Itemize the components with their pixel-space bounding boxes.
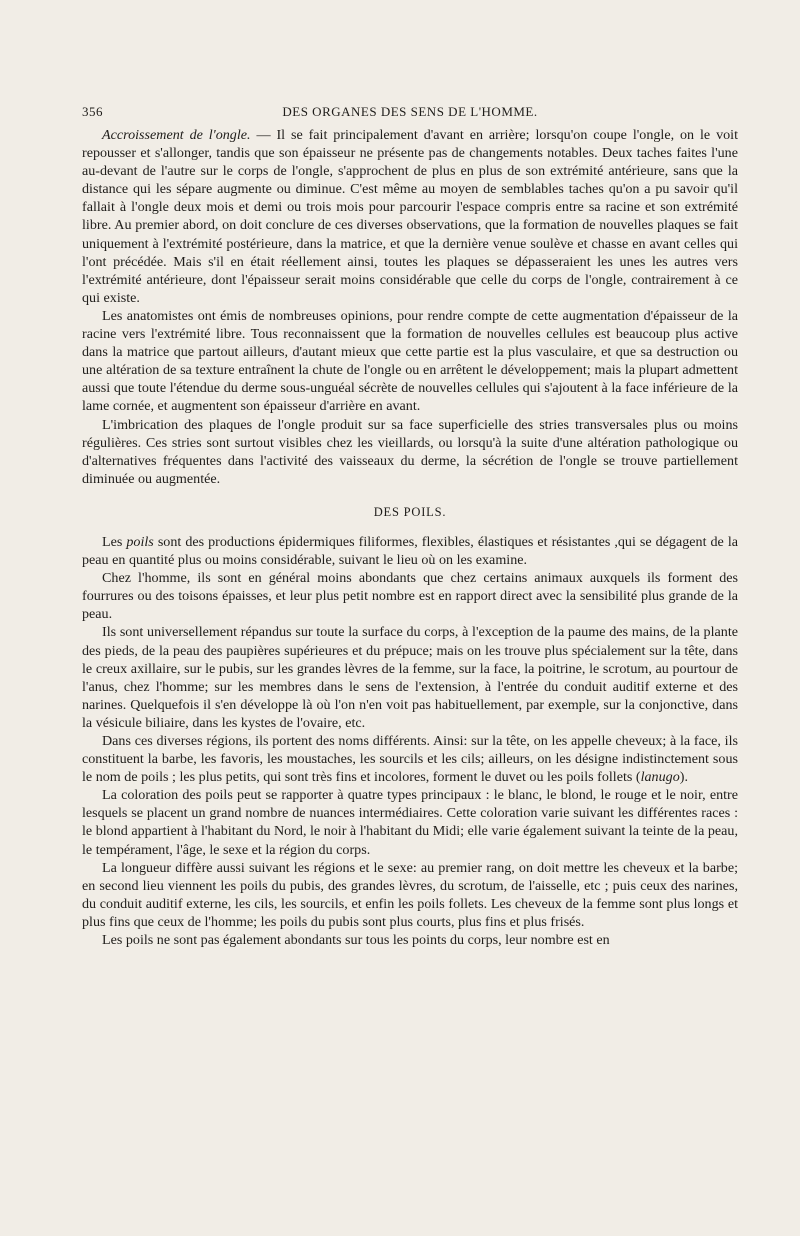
running-title: DES ORGANES DES SENS DE L'HOMME. — [282, 104, 538, 119]
paragraph: La longueur diffère aussi suivant les régions et le sexe: au premier rang, on doit mettre les cheveux et la barbe; en second lieu viennent les poils du pubis, des grandes lèvres, du scrotum, de l'aisselle, etc ; puis ceux des narines, du conduit auditif externe, les cils, les sourcils, et enfin les poils follets. Les cheveux de la femme sont plus longs et plus fins que ceux de l'homme; les poils du pubis sont plus courts, plus fins et plus frisés. — [82, 859, 738, 930]
paragraph-poils-intro — [82, 533, 738, 569]
term-lanugo: lanugo — [640, 769, 680, 786]
paragraph-text: — Il se fait principalement d'avant en arrière; lorsqu'on coupe l'ongle, on le voit repousser et s'allonger, tandis que son épaisseur ne présente pas de changements notables. Deux taches faites l'une au-devant de l'autre sur le corps de l'ongle, s'approchent de plus en plus de son extrémité antérieure, sans que la distance qui les sépare augmente ou diminue. C'est même au moyen de semblables taches qu'on a pu savoir qu'il fallait à l'ongle deux mois et demi ou trois mois pour parcourir l'espace compris entre sa racine et son extrémité libre. Au premier abord, on doit conclure de ces diverses observations, que la formation de nouvelles plaques se fait uniquement à l'extrémité postérieure, dans la matrice, et que la dernière venue soulève et chasse en avant celles qui l'ont précédée. Mais s'il en était réellement ainsi, toutes les plaques se dépasseraient les unes les autres vers l'extrémité antérieure, dont l'épaisseur serait moins considérable que celle du corps de l'ongle, contrairement à ce qui existe. — [82, 127, 739, 306]
paragraph: Les anatomistes ont émis de nombreuses opinions, pour rendre compte de cette augmentation d'épaisseur de la racine vers l'extrémité libre. Tous reconnaissent que la formation de nouvelles cellules est beaucoup plus active dans la matrice que partout ailleurs, d'autant mieux que cette partie est la plus vasculaire, et que sa destruction ou une altération de sa texture entraînent la chute de l'ongle ou en arrêtent le développement; mais la plupart admettent aussi que toute l'étendue du derme sous-unguéal sécrète de nouvelles cellules qui s'ajoutent à la face inférieure de la lame cornée, et augmentent son épaisseur d'arrière en avant. — [82, 307, 738, 415]
paragraph-lead: Accroissement de l'ongle. — [102, 127, 251, 143]
paragraph-accroissement — [82, 126, 738, 307]
page-body — [82, 126, 738, 949]
paragraph-text: Les — [102, 533, 127, 550]
paragraph-text: ). — [679, 769, 688, 786]
paragraph: Ils sont universellement répandus sur toute la surface du corps, à l'exception de la paume des mains, de la plante des pieds, de la peau des paupières supérieures et du prépuce; mais on les trouve plus spécialement sur la tête, dans le creux axillaire, sur le pubis, sur les grandes lèvres de la femme, sur la face, la poitrine, le scrotum, au pourtour de l'anus, chez l'homme; sur les membres dans le sens de l'extension, à l'entrée du conduit auditif externe et des narines. Quelquefois il s'en développe là où l'on n'en voit pas habituellement, par exemple, sur la conjonctive, dans la vésicule biliaire, dans les kystes de l'ovaire, etc. — [82, 624, 738, 731]
paragraph-text: sont des productions épidermiques filiformes, flexibles, élastiques et résistantes ,qui se dégagent de la peau en quantité plus ou moins considérable, suivant le lieu où on les examine. — [82, 533, 739, 569]
paragraph-regions — [82, 732, 738, 786]
paragraph: La coloration des poils peut se rapporter à quatre types principaux : le blanc, le blond, le rouge et le noir, entre lesquels se placent un grand nombre de nuances intermédiaires. Cette coloration varie suivant les différentes races : le blond appartient à l'habitant du Nord, le noir à l'habitant du Midi; elle varie également suivant la teinte de la peau, le tempérament, l'âge, le sexe et la région du corps. — [82, 787, 738, 858]
paragraph: L'imbrication des plaques de l'ongle produit sur sa face superficielle des stries transversales plus ou moins régulières. Ces stries sont surtout visibles chez les vieillards, ou lorsqu'à la suite d'une altération pathologique ou d'alternatives fréquentes dans l'activité des vaisseaux du derme, la sécrétion de l'ongle se trouve partiellement diminuée ou augmentée. — [82, 416, 738, 487]
page-header — [82, 104, 738, 124]
section-heading: DES POILS. — [373, 504, 447, 519]
term-poils: poils — [126, 533, 154, 550]
paragraph: Les poils ne sont pas également abondants sur tous les points du corps, leur nombre est en — [102, 932, 610, 949]
paragraph-text: Dans ces diverses régions, ils portent des noms différents. Ainsi: sur la tête, on les appelle cheveux; à la face, ils constituent la barbe, les favoris, les moustaches, les sourcils et les cils; ailleurs, on les désigne indistinctement sous le nom de poils ; les plus petits, qui sont très fins et incolores, forment le duvet ou les poils follets ( — [82, 733, 738, 786]
page-number: 356 — [82, 104, 103, 119]
paragraph: Chez l'homme, ils sont en général moins abondants que chez certains animaux auxquels ils forment des fourrures ou des toisons épaisses, et leur plus petit nombre est en rapport direct avec la sensibilité plus grande de la peau. — [82, 570, 738, 623]
